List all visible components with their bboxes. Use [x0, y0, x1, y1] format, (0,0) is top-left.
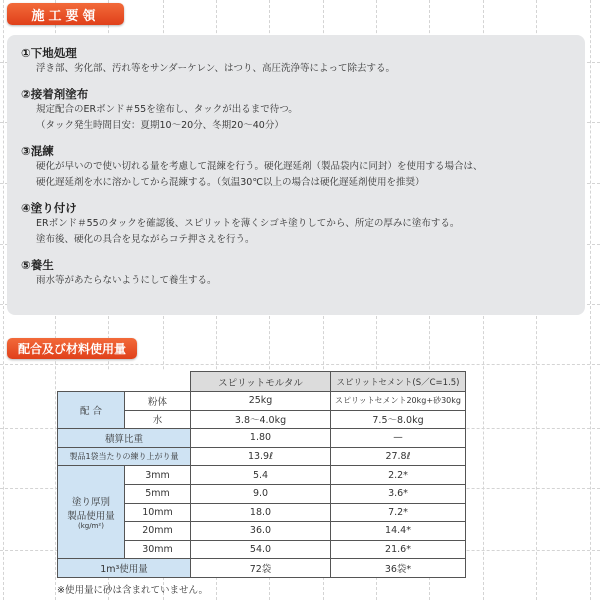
row-label — [58, 466, 125, 559]
step-text: 規定配合のERボンド＃55を塗布し、タックが出るまで待つ。 — [36, 104, 298, 115]
usage-label: 塗り厚別 — [71, 497, 110, 509]
grid-line — [0, 364, 600, 365]
cell: 3.6* — [331, 484, 466, 503]
row-label: 配 合 — [58, 392, 125, 429]
cell: 3.8〜4.0kg — [191, 410, 331, 429]
grid-line — [3, 0, 4, 600]
usage-unit: (kg/m²) — [78, 522, 104, 531]
cell: — — [331, 429, 466, 448]
cell: 7.5〜8.0kg — [331, 410, 466, 429]
cell: 54.0 — [191, 540, 331, 559]
row-label: 水 — [125, 410, 191, 429]
step-text: 雨水等があたらないようにして養生する。 — [36, 275, 217, 286]
cell: 18.0 — [191, 503, 331, 522]
section-title-mix: 配合及び材料使用量 — [7, 338, 137, 359]
table-row — [58, 466, 466, 485]
cell: 21.6* — [331, 540, 466, 559]
row-label: 積算比重 — [58, 429, 191, 448]
row-label: 1m³使用量 — [58, 559, 191, 578]
cell: 13.9ℓ — [191, 447, 331, 466]
cell: 25kg — [191, 392, 331, 411]
cell: 72袋 — [191, 559, 331, 578]
step-item — [21, 200, 571, 248]
row-label: 30mm — [125, 540, 191, 559]
cell: 5.4 — [191, 466, 331, 485]
step-heading: ③混練 — [21, 144, 54, 158]
cell: 27.8ℓ — [331, 447, 466, 466]
column-header: スピリットセメント(S／C=1.5) — [331, 372, 466, 392]
cell: 9.0 — [191, 484, 331, 503]
step-item — [21, 45, 571, 77]
cell: 36袋* — [331, 559, 466, 578]
step-text: 硬化が早いので使い切れる量を考慮して混練を行う。硬化遅延剤（製品袋内に同封）を使用する場合は、 — [36, 161, 483, 172]
usage-label: 製品使用量 — [67, 511, 115, 523]
construction-steps-panel — [7, 35, 585, 315]
cell: 2.2* — [331, 466, 466, 485]
step-item — [21, 257, 571, 289]
grid-line — [590, 0, 591, 600]
row-label: 製品1袋当たりの練り上がり量 — [58, 447, 191, 466]
section-title-construction: 施工要領 — [7, 3, 124, 25]
cell: 36.0 — [191, 522, 331, 541]
step-heading: ⑤養生 — [21, 258, 54, 272]
step-heading: ①下地処理 — [21, 46, 77, 60]
row-label: 10mm — [125, 503, 191, 522]
row-label: 3mm — [125, 466, 191, 485]
step-heading: ②接着剤塗布 — [21, 87, 89, 101]
step-heading: ④塗り付け — [21, 201, 77, 215]
step-text: 塗布後、硬化の具合を見ながらコテ押さえを行う。 — [36, 234, 255, 245]
step-item — [21, 143, 571, 191]
cell: 1.80 — [191, 429, 331, 448]
cell: 7.2* — [331, 503, 466, 522]
footnote: ※使用量に砂は含まれていません。 — [57, 585, 209, 596]
row-label: 5mm — [125, 484, 191, 503]
step-item — [21, 86, 571, 134]
row-label: 20mm — [125, 522, 191, 541]
step-text: ERボンド＃55のタックを確認後、スピリットを薄くシゴキ塗りしてから、所定の厚みに塗布する。 — [36, 218, 460, 229]
column-header: スピリットモルタル — [191, 372, 331, 392]
cell: スピリットセメント20kg+砂30kg — [331, 392, 466, 411]
step-text: 浮き部、劣化部、汚れ等をサンダーケレン、はつり、高圧洗浄等によって除去する。 — [36, 63, 395, 74]
cell: 14.4* — [331, 522, 466, 541]
row-label: 粉体 — [125, 392, 191, 411]
step-text: 硬化遅延剤を水に溶かしてから混練する。（気温30℃以上の場合は硬化遅延剤使用を推奨） — [36, 177, 425, 188]
step-text: （タック発生時間目安：夏期10〜20分、冬期20〜40分） — [36, 120, 284, 131]
mix-table — [57, 371, 466, 578]
